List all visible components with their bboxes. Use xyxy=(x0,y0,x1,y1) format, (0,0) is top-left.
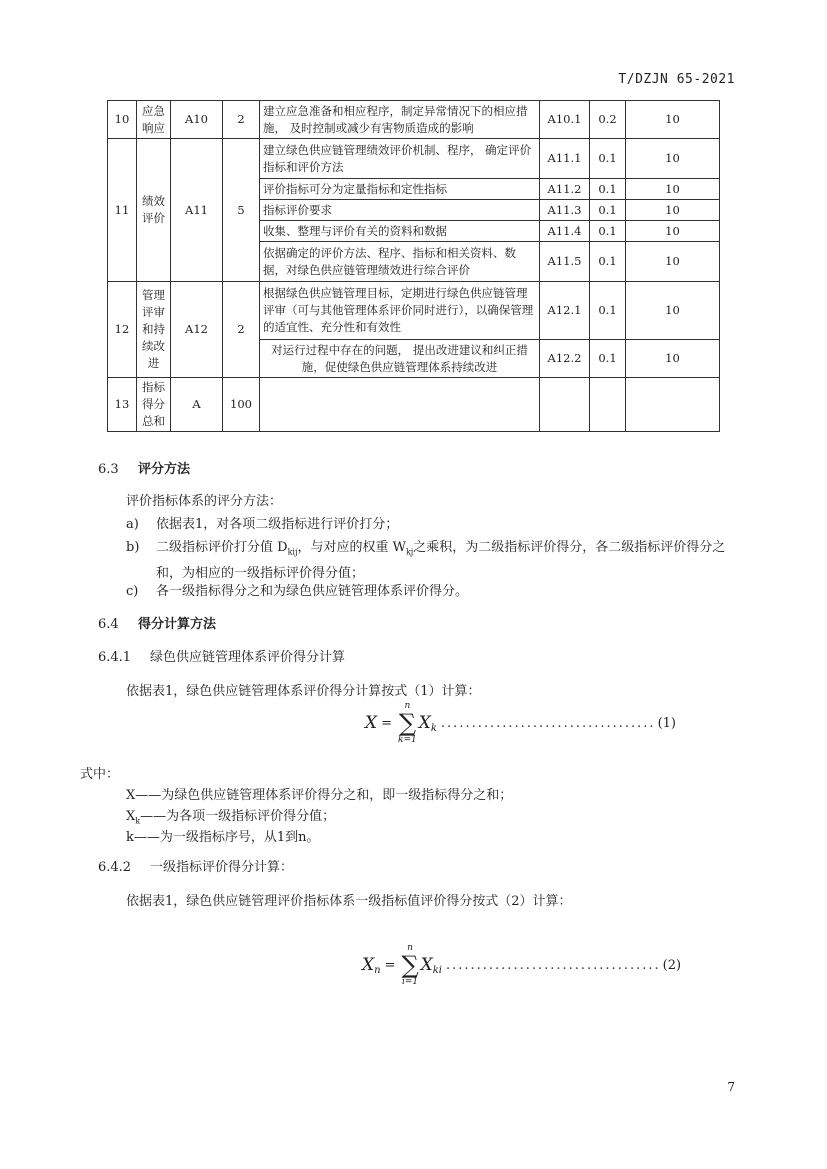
list-marker: c) xyxy=(126,584,139,599)
secondary-indicator-weight: 0.2 xyxy=(590,101,626,139)
secondary-indicator-code: A10.1 xyxy=(540,101,590,139)
primary-indicator-name: 应急响应 xyxy=(137,101,171,139)
section-number: 6.4.1 xyxy=(98,650,132,665)
empty-cell xyxy=(626,378,720,432)
section-6-3-heading xyxy=(98,460,190,480)
document-id: T/DZJN 65-2021 xyxy=(618,72,735,87)
primary-indicator-weight: 2 xyxy=(223,101,260,139)
section-6-4-1-intro: 依据表1，绿色供应链管理体系评价得分计算按式（1）计算： xyxy=(126,684,481,699)
definition-item: $X_k——$为各项一级指标评价得分值； xyxy=(126,809,336,826)
secondary-indicator-code: A11.4 xyxy=(540,221,590,242)
secondary-indicator-score: 10 xyxy=(626,242,720,282)
sigma-icon: n ∑ i=1 xyxy=(401,943,419,987)
primary-indicator-code: A12 xyxy=(171,282,223,378)
secondary-indicator-desc: 建立应急准备和相应程序，制定异常情况下的相应措施， 及时控制或减少有害物质造成的影响 xyxy=(260,101,540,139)
list-marker: b) xyxy=(126,540,140,555)
sigma-icon: n ∑ k=1 xyxy=(398,701,417,745)
formula-1 xyxy=(365,698,676,748)
formula-term: X xyxy=(420,955,433,975)
section-number: 6.3 xyxy=(98,462,119,477)
secondary-indicator-score: 10 xyxy=(626,101,720,139)
primary-indicator-name: 指标得分总和 xyxy=(137,378,171,432)
where-label: 式中： xyxy=(80,767,120,782)
secondary-indicator-code: A11.5 xyxy=(540,242,590,282)
section-6-4-2-intro: 依据表1，绿色供应链管理评价指标体系一级指标值评价得分按式（2）计算： xyxy=(126,894,572,909)
empty-cell xyxy=(540,378,590,432)
primary-indicator-code: A xyxy=(171,378,223,432)
list-item xyxy=(126,537,726,584)
equation-number: (1) xyxy=(657,715,676,731)
secondary-indicator-desc: 收集、整理与评价有关的资料和数据 xyxy=(260,221,540,242)
secondary-indicator-desc: 评价指标可分为定量指标和定性指标 xyxy=(260,179,540,200)
secondary-indicator-weight: 0.1 xyxy=(590,221,626,242)
section-number: 6.4 xyxy=(98,617,119,632)
formula-lhs-sub: n xyxy=(374,964,381,976)
list-item-text: 依据表1，对各项二级指标进行评价打分； xyxy=(156,517,399,532)
secondary-indicator-weight: 0.1 xyxy=(590,242,626,282)
formula-equals: = xyxy=(381,715,393,731)
primary-indicator-weight: 2 xyxy=(223,282,260,378)
secondary-indicator-desc: 建立绿色供应链管理绩效评价机制、程序， 确定评价指标和评价方法 xyxy=(260,139,540,179)
list-item-text: 二级指标评价打分值 $D_{kij}$，与对应的权重 $W_{kj}$之乘积，为二级指标评价得分，各二级指标评价得分之和，为相应的一级指标评价得分值； xyxy=(156,540,726,581)
sum-upper-limit: n xyxy=(404,701,411,711)
section-number: 6.4.2 xyxy=(98,860,132,875)
indicator-table xyxy=(107,100,720,432)
formula-term-sub: ki xyxy=(432,964,442,976)
list-marker: a) xyxy=(126,517,139,532)
section-6-4-heading xyxy=(98,615,216,635)
secondary-indicator-score: 10 xyxy=(626,221,720,242)
empty-cell xyxy=(590,378,626,432)
list-item xyxy=(126,514,726,535)
secondary-indicator-code: A12.2 xyxy=(540,340,590,378)
table-row xyxy=(108,378,720,432)
section-6-4-2-heading xyxy=(98,858,293,878)
sum-lower-limit: k=1 xyxy=(398,735,417,745)
secondary-indicator-code: A11.3 xyxy=(540,200,590,221)
formula-equals: = xyxy=(384,957,396,973)
primary-indicator-name: 管理评审和持续改进 xyxy=(137,282,171,378)
row-number: 11 xyxy=(108,139,137,282)
section-title: 评分方法 xyxy=(138,462,191,477)
secondary-indicator-desc: 根据绿色供应链管理目标，定期进行绿色供应链管理评审（可与其他管理体系评价同时进行），以确保管理的适宜性、充分性和有效性 xyxy=(260,282,540,340)
table-row xyxy=(108,282,720,340)
formula-term: X xyxy=(418,713,431,733)
equation-number: (2) xyxy=(662,957,682,973)
secondary-indicator-score: 10 xyxy=(626,179,720,200)
list-item-text: 各一级指标得分之和为绿色供应链管理体系评价得分。 xyxy=(156,584,469,599)
formula-term-sub: k xyxy=(430,722,437,734)
list-item xyxy=(126,581,726,602)
secondary-indicator-code: A11.1 xyxy=(540,139,590,179)
section-6-4-1-heading xyxy=(98,648,345,668)
secondary-indicator-desc: 指标评价要求 xyxy=(260,200,540,221)
definition-item: k——为一级指标序号，从1到n。 xyxy=(126,830,320,845)
secondary-indicator-desc: 对运行过程中存在的问题， 提出改进建议和纠正措施，促使绿色供应链管理体系持续改进 xyxy=(260,340,540,378)
primary-indicator-weight: 5 xyxy=(223,139,260,282)
row-number: 12 xyxy=(108,282,137,378)
secondary-indicator-score: 10 xyxy=(626,340,720,378)
secondary-indicator-weight: 0.1 xyxy=(590,340,626,378)
secondary-indicator-score: 10 xyxy=(626,200,720,221)
secondary-indicator-score: 10 xyxy=(626,282,720,340)
primary-indicator-code: A10 xyxy=(171,101,223,139)
secondary-indicator-weight: 0.1 xyxy=(590,139,626,179)
primary-indicator-weight: 100 xyxy=(223,378,260,432)
row-number: 13 xyxy=(108,378,137,432)
section-title: 得分计算方法 xyxy=(138,617,217,632)
formula-2 xyxy=(362,940,681,990)
secondary-indicator-weight: 0.1 xyxy=(590,179,626,200)
empty-cell xyxy=(260,378,540,432)
primary-indicator-name: 绩效评价 xyxy=(137,139,171,282)
formula-leader-dots: ................................... xyxy=(445,957,661,973)
primary-indicator-code: A11 xyxy=(171,139,223,282)
secondary-indicator-code: A11.2 xyxy=(540,179,590,200)
section-title: 绿色供应链管理体系评价得分计算 xyxy=(150,650,346,665)
table-row xyxy=(108,139,720,179)
sum-lower-limit: i=1 xyxy=(401,977,419,987)
secondary-indicator-code: A12.1 xyxy=(540,282,590,340)
row-number: 10 xyxy=(108,101,137,139)
secondary-indicator-weight: 0.1 xyxy=(590,282,626,340)
secondary-indicator-weight: 0.1 xyxy=(590,200,626,221)
page-number: 7 xyxy=(727,1080,735,1094)
formula-lhs: X xyxy=(365,713,378,733)
secondary-indicator-desc: 依据确定的评价方法、程序、指标和相关资料、数据，对绿色供应链管理绩效进行综合评价 xyxy=(260,242,540,282)
formula-leader-dots: ................................... xyxy=(440,715,656,731)
sum-upper-limit: n xyxy=(407,943,413,953)
table-row xyxy=(108,101,720,139)
definition-item: X——为绿色供应链管理体系评价得分之和，即一级指标得分之和； xyxy=(126,788,513,803)
section-title: 一级指标评价得分计算： xyxy=(150,860,294,875)
secondary-indicator-score: 10 xyxy=(626,139,720,179)
section-6-3-intro: 评价指标体系的评分方法： xyxy=(126,494,283,509)
formula-lhs: X xyxy=(362,955,375,975)
